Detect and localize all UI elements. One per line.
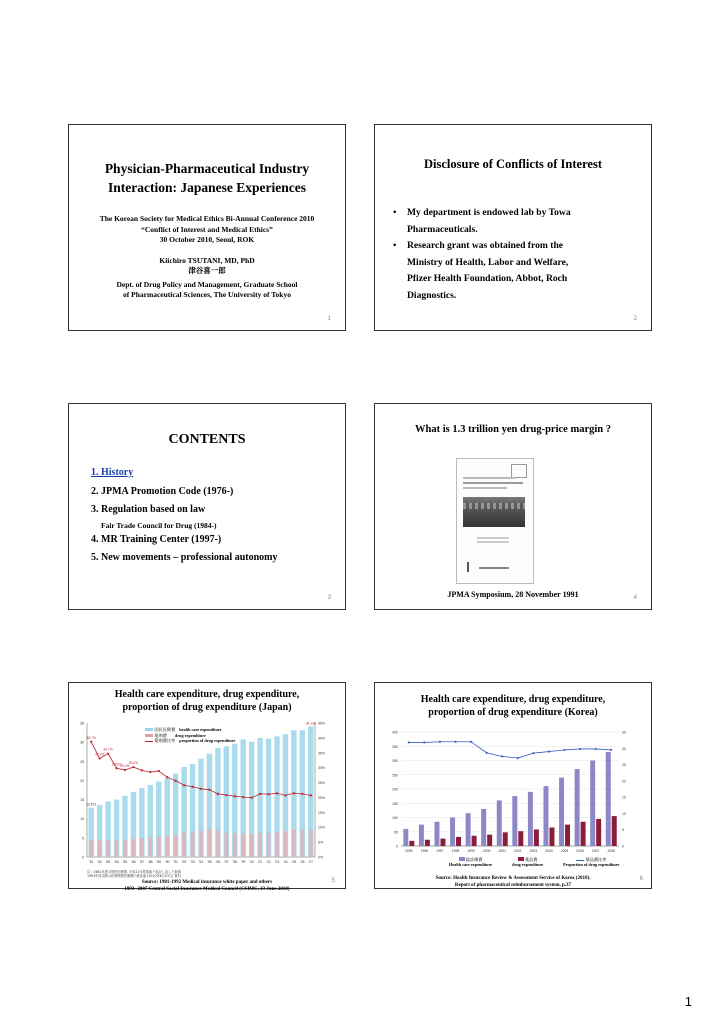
- y-tick-label: 20: [80, 778, 84, 783]
- point-proportion: [124, 769, 126, 771]
- bar-drug: [148, 837, 152, 857]
- conference-theme: “Conflict of Interest and Medical Ethics”: [141, 224, 273, 234]
- bar-drug: [98, 840, 102, 857]
- x-tick-label: 2007: [591, 849, 600, 853]
- x-tick-label: 2006: [576, 849, 584, 853]
- bar-drug: [182, 832, 186, 857]
- y-tick-label: 0: [82, 855, 84, 860]
- legend-item: 薬品費 drug expenditure: [512, 857, 544, 867]
- y-right-tick-label: 15: [622, 795, 626, 800]
- point-proportion: [99, 757, 101, 759]
- data-label: 29.8%: [111, 762, 122, 767]
- point-proportion: [115, 767, 117, 769]
- slide-number: 3: [327, 595, 331, 601]
- bar-health-care: [450, 818, 455, 847]
- y-tick-label: 250: [392, 773, 398, 778]
- bar-health-care: [559, 778, 564, 846]
- point-proportion: [242, 796, 244, 798]
- point-proportion: [175, 780, 177, 782]
- bar-health-care: [512, 796, 517, 846]
- legend: [449, 857, 619, 867]
- y-tick-label: 200: [392, 787, 398, 792]
- y-right-tick-label: 5%: [318, 840, 324, 845]
- korea-expenditure-chart: [375, 726, 651, 856]
- point-proportion: [408, 741, 410, 743]
- x-tick-label: 1996: [420, 849, 429, 853]
- point-proportion: [532, 752, 534, 754]
- x-tick-label: '01: [257, 860, 263, 864]
- x-tick-label: 1998: [451, 849, 460, 853]
- x-tick-label: '02: [266, 860, 271, 864]
- y-right-tick-label: 10%: [318, 825, 326, 830]
- bar-drug: [132, 839, 136, 857]
- bar-drug: [472, 836, 477, 846]
- series-line-proportion: [409, 742, 611, 758]
- y-right-tick-label: 20%: [318, 795, 326, 800]
- bar-health-care: [434, 822, 439, 846]
- bar-health-care: [403, 829, 408, 846]
- bar-drug: [267, 832, 271, 857]
- bar-health-care: [419, 825, 424, 846]
- x-tick-label: '07: [308, 860, 313, 864]
- bar-drug: [565, 825, 570, 846]
- point-proportion: [579, 748, 581, 750]
- x-tick-label: 1995: [405, 849, 413, 853]
- point-proportion: [191, 786, 193, 788]
- y-right-tick-label: 0: [622, 844, 624, 849]
- y-tick-label: 50: [394, 830, 398, 835]
- point-proportion: [439, 741, 441, 743]
- bar-drug: [456, 837, 461, 846]
- y-right-tick-label: 0%: [318, 855, 324, 860]
- bar-drug: [549, 827, 554, 846]
- point-proportion: [595, 748, 597, 750]
- y-right-tick-label: 15%: [318, 810, 326, 815]
- conference-name: The Korean Society for Medical Ethics Bi-Annual Conference 2010: [99, 214, 315, 223]
- bar-health-care: [497, 800, 502, 846]
- point-proportion: [293, 792, 295, 794]
- point-proportion: [217, 793, 219, 795]
- slide-1: [68, 124, 346, 331]
- bar-health-care: [590, 761, 595, 847]
- x-tick-label: 1997: [436, 849, 444, 853]
- point-proportion: [234, 795, 236, 797]
- point-proportion: [183, 784, 185, 786]
- bar-drug: [581, 822, 586, 846]
- point-proportion: [284, 794, 286, 796]
- slide-number: 6: [639, 876, 643, 882]
- point-proportion: [486, 752, 488, 754]
- point-proportion: [563, 749, 565, 751]
- y-right-tick-label: 25%: [318, 781, 326, 786]
- conference-date: 30 October 2010, Seoul, ROK: [159, 235, 255, 244]
- bar-drug: [216, 831, 220, 857]
- data-label: 12,971: [86, 802, 97, 807]
- bar-drug: [106, 840, 110, 857]
- contents-item-new-movements: 5. New movements – professional autonomy: [91, 552, 278, 563]
- bar-drug: [208, 829, 212, 857]
- point-proportion: [610, 749, 612, 751]
- contents-item-promotion-code: 2. JPMA Promotion Code (1976-): [91, 485, 234, 497]
- x-tick-label: '83: [105, 860, 111, 864]
- slide-4-caption: JPMA Symposium, 28 November 1991: [447, 590, 579, 599]
- bar-drug: [425, 840, 430, 846]
- department-line2: of Pharmaceutical Sciences, The University of Tokyo: [123, 290, 291, 299]
- symposium-booklet-image: [456, 458, 534, 584]
- y-tick-label: 25: [80, 759, 84, 764]
- x-tick-label: '88: [148, 860, 153, 864]
- point-proportion: [501, 755, 503, 757]
- y-right-tick-label: 5: [622, 828, 624, 833]
- legend-item: 薬剤費比率 proportion of drug expenditure: [145, 738, 235, 744]
- booklet-stamp: [511, 464, 527, 478]
- slide-4: [374, 403, 652, 610]
- bar-drug: [409, 841, 414, 846]
- point-proportion: [517, 757, 519, 759]
- point-proportion: [132, 766, 134, 768]
- x-tick-label: 2004: [545, 849, 553, 853]
- y-right-tick-label: 30: [622, 746, 626, 751]
- x-tick-label: '96: [215, 860, 221, 864]
- bar-drug: [300, 830, 304, 857]
- bar-health-care: [466, 813, 471, 846]
- point-proportion: [158, 770, 160, 772]
- slide-number: 5: [331, 878, 335, 884]
- y-tick-label: 15: [80, 798, 84, 803]
- bar-drug: [250, 834, 254, 857]
- bar-health-care: [575, 769, 580, 846]
- point-proportion: [454, 741, 456, 743]
- author-name: Kiichiro TSUTANI, MD, PhD: [159, 255, 255, 265]
- y-right-tick-label: 10: [622, 811, 626, 816]
- x-tick-label: '87: [139, 860, 145, 864]
- slide-5-source: Source: 1981-1992 Medical insurance white paper and others 1993- 2007 Central Social Insurance Medical Council (CSIMC, 23 June 2010): [124, 880, 290, 892]
- y-right-tick-label: 30%: [318, 766, 326, 771]
- x-tick-label: 2003: [529, 849, 538, 853]
- bar-drug: [258, 833, 262, 857]
- x-tick-label: '91: [173, 860, 178, 864]
- booklet-photo: [463, 497, 525, 527]
- data-label: 33.1%: [94, 752, 105, 757]
- data-label: 34.7%: [103, 747, 113, 752]
- x-tick-label: '97: [224, 860, 229, 864]
- y-right-tick-label: 40%: [318, 736, 326, 741]
- coi-bullet-list: [393, 205, 637, 304]
- point-proportion: [200, 788, 202, 790]
- point-proportion: [166, 776, 168, 778]
- x-tick-label: '81: [89, 860, 94, 864]
- x-tick-label: '89: [156, 860, 161, 864]
- bar-drug: [241, 834, 245, 857]
- y-tick-label: 5: [82, 836, 84, 841]
- slide-number: 2: [633, 316, 637, 322]
- slide-1-title: Physician-Pharmaceutical Industry Interaction: Japanese Experiences: [104, 161, 310, 195]
- slide-number: 4: [633, 595, 637, 601]
- x-tick-label: '84: [114, 860, 119, 864]
- y-tick-label: 300: [392, 759, 398, 763]
- slide-3: [68, 403, 346, 610]
- slide-5-title: Health care expenditure, drug expenditure, proportion of drug expenditure (Japan): [114, 689, 300, 713]
- data-label: 30.2%: [128, 761, 139, 766]
- y-right-tick-label: 25: [622, 763, 626, 768]
- data-label: 29.2%: [120, 764, 130, 769]
- contents-item-history[interactable]: 1. History: [91, 467, 134, 478]
- legend-item: 薬品費比率 Proportion of drug expenditure: [563, 857, 620, 867]
- coi-bullet-2: • Research grant was obtained from the Ministry of Health, Labor and Welfare, Pfizer Health Foundation, Abbot, Roch Diagnostics.: [393, 238, 637, 304]
- point-proportion: [259, 793, 261, 795]
- bar-health-care: [543, 786, 548, 846]
- y-right-tick-label: 35: [622, 730, 626, 735]
- slide-5: [68, 682, 346, 892]
- bar-drug: [123, 840, 127, 857]
- x-tick-label: '93: [190, 860, 195, 864]
- x-tick-label: '06: [300, 860, 305, 864]
- x-tick-label: '00: [249, 860, 254, 864]
- x-tick-label: 1999: [467, 849, 475, 853]
- bar-drug: [140, 838, 144, 857]
- x-tick-label: 2005: [560, 849, 569, 853]
- slide-6: [374, 682, 652, 889]
- y-tick-label: 350: [392, 744, 398, 749]
- contents-item-regulation-sub: Fair Trade Council for Drug (1984-): [101, 520, 217, 530]
- data-label: 34,136: [305, 721, 316, 726]
- slide-6-title: Health care expenditure, drug expenditure, proportion of drug expenditure (Korea): [420, 694, 606, 718]
- bar-drug: [157, 837, 161, 857]
- point-proportion: [267, 793, 269, 795]
- point-proportion: [107, 753, 109, 755]
- bar-drug: [612, 816, 617, 846]
- contents-item-regulation: 3. Regulation based on law: [91, 504, 206, 515]
- chart-notes: 注 : 1981年度は国民医療費, 平成11年度数値で表記し直した数値 1993年度以降は医療保険医療費の推計値 (2010年6月23日) 資料: [87, 870, 181, 878]
- slide-2: [374, 124, 652, 331]
- point-proportion: [149, 771, 151, 773]
- legend: [145, 727, 235, 744]
- x-tick-label: '82: [97, 860, 102, 864]
- slide-1-meta: [69, 214, 345, 301]
- bar-drug: [284, 831, 288, 857]
- y-tick-label: 0: [396, 844, 398, 849]
- legend-item: 総診療費 Health care expenditure: [449, 857, 493, 867]
- slide-number: 1: [327, 316, 331, 322]
- bar-health-care: [606, 752, 611, 846]
- y-tick-label: 30: [80, 740, 84, 745]
- point-proportion: [141, 769, 143, 771]
- bar-health-care: [481, 809, 486, 846]
- x-tick-label: '04: [283, 860, 288, 864]
- data-label: 38.7%: [86, 735, 96, 740]
- bar-drug: [292, 830, 296, 857]
- legend-item: 薬剤費 drug expenditure: [145, 733, 235, 739]
- bar-drug: [115, 840, 119, 857]
- x-tick-label: '92: [181, 860, 187, 864]
- bar-drug: [440, 839, 445, 846]
- x-tick-label: 2008: [607, 849, 615, 853]
- bar-drug: [165, 836, 169, 857]
- point-proportion: [470, 741, 472, 743]
- point-proportion: [276, 792, 278, 794]
- bar-drug: [174, 836, 178, 857]
- bar-drug: [596, 819, 601, 846]
- y-tick-label: 10: [80, 817, 84, 822]
- point-proportion: [90, 741, 92, 743]
- page-number: 1: [684, 994, 692, 1009]
- y-tick-label: 150: [392, 801, 398, 806]
- y-tick-label: 100: [392, 816, 398, 820]
- x-tick-label: '95: [207, 860, 212, 864]
- bar-drug: [309, 830, 313, 857]
- booklet-logo: [467, 562, 475, 572]
- x-tick-label: 2001: [498, 849, 506, 853]
- x-tick-label: 2002: [514, 849, 522, 853]
- point-proportion: [310, 794, 312, 796]
- contents-list: [91, 464, 277, 568]
- point-proportion: [423, 741, 425, 743]
- slide-3-title: CONTENTS: [168, 432, 246, 447]
- x-tick-label: '03: [274, 860, 280, 864]
- y-tick-label: 400: [392, 730, 398, 735]
- point-proportion: [208, 789, 210, 791]
- bar-drug: [487, 835, 492, 846]
- coi-bullet-1: • My department is endowed lab by Towa Pharmaceuticals.: [393, 205, 637, 238]
- slide-2-title: Disclosure of Conflicts of Interest: [424, 157, 602, 171]
- point-proportion: [225, 794, 227, 796]
- point-proportion: [548, 750, 550, 752]
- legend-item: 国民医療費 health care expenditure: [145, 727, 235, 733]
- y-right-tick-label: 20: [622, 779, 626, 784]
- x-tick-label: '98: [232, 860, 237, 864]
- x-tick-label: '90: [165, 860, 170, 864]
- bar-drug: [191, 831, 195, 857]
- x-tick-label: 2000: [482, 849, 491, 853]
- bar-health-care: [528, 792, 533, 846]
- bar-drug: [503, 832, 508, 846]
- bar-drug: [233, 833, 237, 857]
- x-tick-label: '99: [241, 860, 246, 864]
- y-tick-label: 35: [80, 721, 84, 726]
- x-tick-label: '05: [291, 860, 297, 864]
- x-tick-label: '94: [198, 860, 204, 864]
- bar-drug: [518, 831, 523, 846]
- bar-drug: [199, 831, 203, 857]
- bar-drug: [89, 840, 93, 857]
- slide-6-source: Source: Health Insurance Review & Assessment Service of Korea (2010). Report of pharmaceutical reimbursement system, p.37: [435, 876, 591, 888]
- x-tick-label: '86: [131, 860, 136, 864]
- bar-drug: [534, 829, 539, 846]
- author-name-jp: 津谷喜一郎: [188, 266, 226, 275]
- point-proportion: [301, 793, 303, 795]
- point-proportion: [251, 797, 253, 799]
- department-line1: Dept. of Drug Policy and Management, Graduate School: [116, 279, 298, 289]
- bar-drug: [224, 832, 228, 857]
- slide-4-title: What is 1.3 trillion yen drug-price margin ?: [415, 424, 611, 435]
- contents-item-mr-training: 4. MR Training Center (1997-): [91, 533, 222, 545]
- y-right-tick-label: 35%: [318, 751, 326, 756]
- bar-drug: [275, 832, 279, 857]
- y-right-tick-label: 45%: [318, 721, 326, 726]
- x-tick-label: '85: [122, 860, 128, 864]
